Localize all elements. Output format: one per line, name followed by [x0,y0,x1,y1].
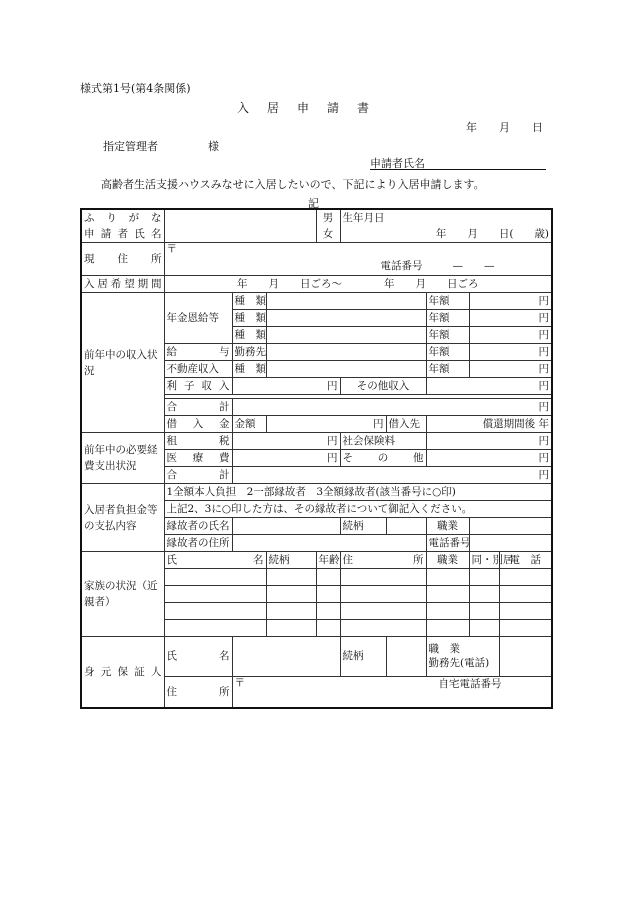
address-field[interactable] [164,243,552,276]
applicant-name-row-label: 申請者氏名 [81,226,164,243]
intro-text: 高齢者生活支援ハウスみなせに入居したいので、下記により入居申請します。 [101,178,485,191]
pension-kind-1[interactable] [266,293,426,310]
family-cell[interactable] [340,586,426,603]
year-unit: 年 [538,418,550,430]
family-cell[interactable] [469,569,499,586]
loan-label: 借入金 [164,416,232,433]
family-cell[interactable] [340,569,426,586]
phone-dashes: — — [452,260,495,272]
relative-name-field[interactable] [232,518,340,535]
family-cell[interactable] [316,603,340,620]
pension-kind-2[interactable] [266,310,426,327]
family-cell[interactable] [316,620,340,637]
family-cell[interactable] [164,620,266,637]
interest-amount[interactable]: 円 [232,378,340,395]
repay-label: 償還期間後 [482,418,536,430]
annual-label: 年額 [426,327,469,344]
applicant-name-label: 申請者氏名 [370,157,425,170]
family-cell[interactable] [426,586,469,603]
family-cell[interactable] [164,569,266,586]
family-cell[interactable] [499,569,552,586]
loan-amount[interactable]: 円 [266,416,386,433]
relative-address-label: 縁故者の住所 [164,535,232,552]
guarantor-relation-field[interactable] [386,637,426,677]
family-cell[interactable] [316,586,340,603]
employer-field[interactable] [266,344,426,361]
guarantor-label: 身元保証人 [81,637,164,709]
medical-amount[interactable]: 円 [232,450,340,467]
application-form-table [80,208,553,709]
kind-label: 種 類 [232,361,266,378]
page-title: 入 居 申 請 書 [237,101,373,115]
expense-total-label: 合 計 [164,467,232,484]
family-col-age: 年齢 [316,552,340,569]
salary-amount[interactable]: 円 [469,344,552,361]
family-cell[interactable] [266,569,316,586]
male-label[interactable]: 男 [316,209,340,226]
furigana-label: ふりがな [81,209,164,226]
burden-options[interactable]: 1全額本人負担 2一部縁故者 3全額縁故者(該当番号に○印) [164,484,552,501]
family-col-relation: 続柄 [266,552,316,569]
guarantor-address-field[interactable] [232,676,552,708]
realestate-kind[interactable] [266,361,426,378]
repay-field[interactable] [426,416,552,433]
family-cell[interactable] [164,603,266,620]
guarantor-address-label: 住所 [164,676,232,708]
relative-phone-field[interactable] [469,535,552,552]
applicant-name-line[interactable] [370,169,546,170]
guarantor-job-text: 職 業 [428,643,461,656]
social-amount[interactable]: 円 [426,433,552,450]
burden-note: 上記2、3に○印した方は、その縁故者について御記入ください。 [164,501,552,518]
family-label: 家族の状況（近親者） [81,552,164,637]
annual-label: 年額 [426,361,469,378]
family-cell[interactable] [340,620,426,637]
guarantor-job-field[interactable] [499,637,552,677]
tax-label: 租税 [164,433,232,450]
family-cell[interactable] [426,620,469,637]
pension-amount-3[interactable]: 円 [469,327,552,344]
other-expense-label: その他 [340,450,426,467]
guarantor-name-field[interactable] [232,637,340,677]
guarantor-name-label: 氏名 [164,637,232,677]
pension-amount-1[interactable]: 円 [469,293,552,310]
family-col-residence: 同・別居 [469,552,499,569]
family-cell[interactable] [266,603,316,620]
lender-label: 借入先 [386,416,426,433]
family-cell[interactable] [266,620,316,637]
interest-label: 利子収入 [164,378,232,395]
ki-label: 記 [308,197,319,210]
postal-mark: 〒 [166,243,177,255]
period-field[interactable]: 年 月 日ごろ～ 年 月 日ごろ [164,276,552,293]
guarantor-job-label [426,637,499,677]
annual-label: 年額 [426,293,469,310]
other-income-label: その他収入 [340,378,426,395]
phone-label: 電話番号 [380,260,423,272]
pension-kind-3[interactable] [266,327,426,344]
guarantor-work-text: 勤務先(電話) [428,657,490,670]
kind-label: 種 類 [232,310,266,327]
period-label: 入居希望期間 [81,276,164,293]
family-cell[interactable] [340,603,426,620]
relative-job-field[interactable] [469,518,552,535]
expense-label: 前年中の必要経費支出状況 [81,433,164,484]
form-id: 様式第1号(第4条関係) [80,82,191,95]
pension-amount-2[interactable]: 円 [469,310,552,327]
birth-date-field[interactable]: 年 月 日( 歳) [340,226,552,243]
family-cell[interactable] [426,569,469,586]
guarantor-home-phone-label: 自宅電話番号 [438,677,502,690]
family-col-job: 職業 [426,552,469,569]
guarantor-relation-label: 続柄 [340,637,386,677]
guarantor-postal-mark: 〒 [234,676,245,689]
relative-name-label: 縁故者の氏名 [164,518,232,535]
family-cell[interactable] [499,603,552,620]
female-label[interactable]: 女 [316,226,340,243]
family-cell[interactable] [426,603,469,620]
other-income-amount[interactable]: 円 [426,378,552,395]
kind-label: 種 類 [232,327,266,344]
amount-label: 金額 [232,416,266,433]
family-cell[interactable] [469,586,499,603]
relative-job-label: 職業 [426,518,469,535]
medical-label: 医療費 [164,450,232,467]
family-col-name: 氏 名 [164,552,266,569]
other-expense-amount[interactable]: 円 [426,450,552,467]
sama-label: 様 [208,140,219,153]
income-total-label: 合 計 [164,399,232,416]
family-cell[interactable] [499,620,552,637]
date-line: 年 月 日 [466,121,543,134]
family-cell[interactable] [164,586,266,603]
income-total-amount[interactable]: 円 [232,399,552,416]
kind-label: 種 類 [232,293,266,310]
family-cell[interactable] [316,569,340,586]
birth-label: 生年月日 [340,209,552,226]
manager-label: 指定管理者 [103,140,158,153]
income-label: 前年中の収入状況 [81,293,164,433]
annual-label: 年額 [426,344,469,361]
relative-phone-label: 電話番号 [426,535,469,552]
relative-relation-label: 続柄 [340,518,386,535]
family-col-address: 住 所 [340,552,426,569]
family-cell[interactable] [469,603,499,620]
name-field[interactable] [164,209,316,243]
relative-relation-field[interactable] [386,518,426,535]
family-col-phone: 電 話 [499,552,552,569]
salary-label: 給 与 [164,344,232,361]
employer-label: 勤務先 [232,344,266,361]
family-cell[interactable] [499,586,552,603]
realestate-amount[interactable]: 円 [469,361,552,378]
family-cell[interactable] [266,586,316,603]
annual-label: 年額 [426,310,469,327]
address-label: 現住所 [81,243,164,276]
relative-address-field[interactable] [232,535,426,552]
social-label: 社会保険料 [340,433,426,450]
family-cell[interactable] [469,620,499,637]
burden-label: 入居者負担金等の支払内容 [81,484,164,552]
tax-amount[interactable]: 円 [232,433,340,450]
pension-label: 年金恩給等 [164,293,232,344]
expense-total-amount[interactable]: 円 [232,467,552,484]
realestate-label: 不動産収入 [164,361,232,378]
